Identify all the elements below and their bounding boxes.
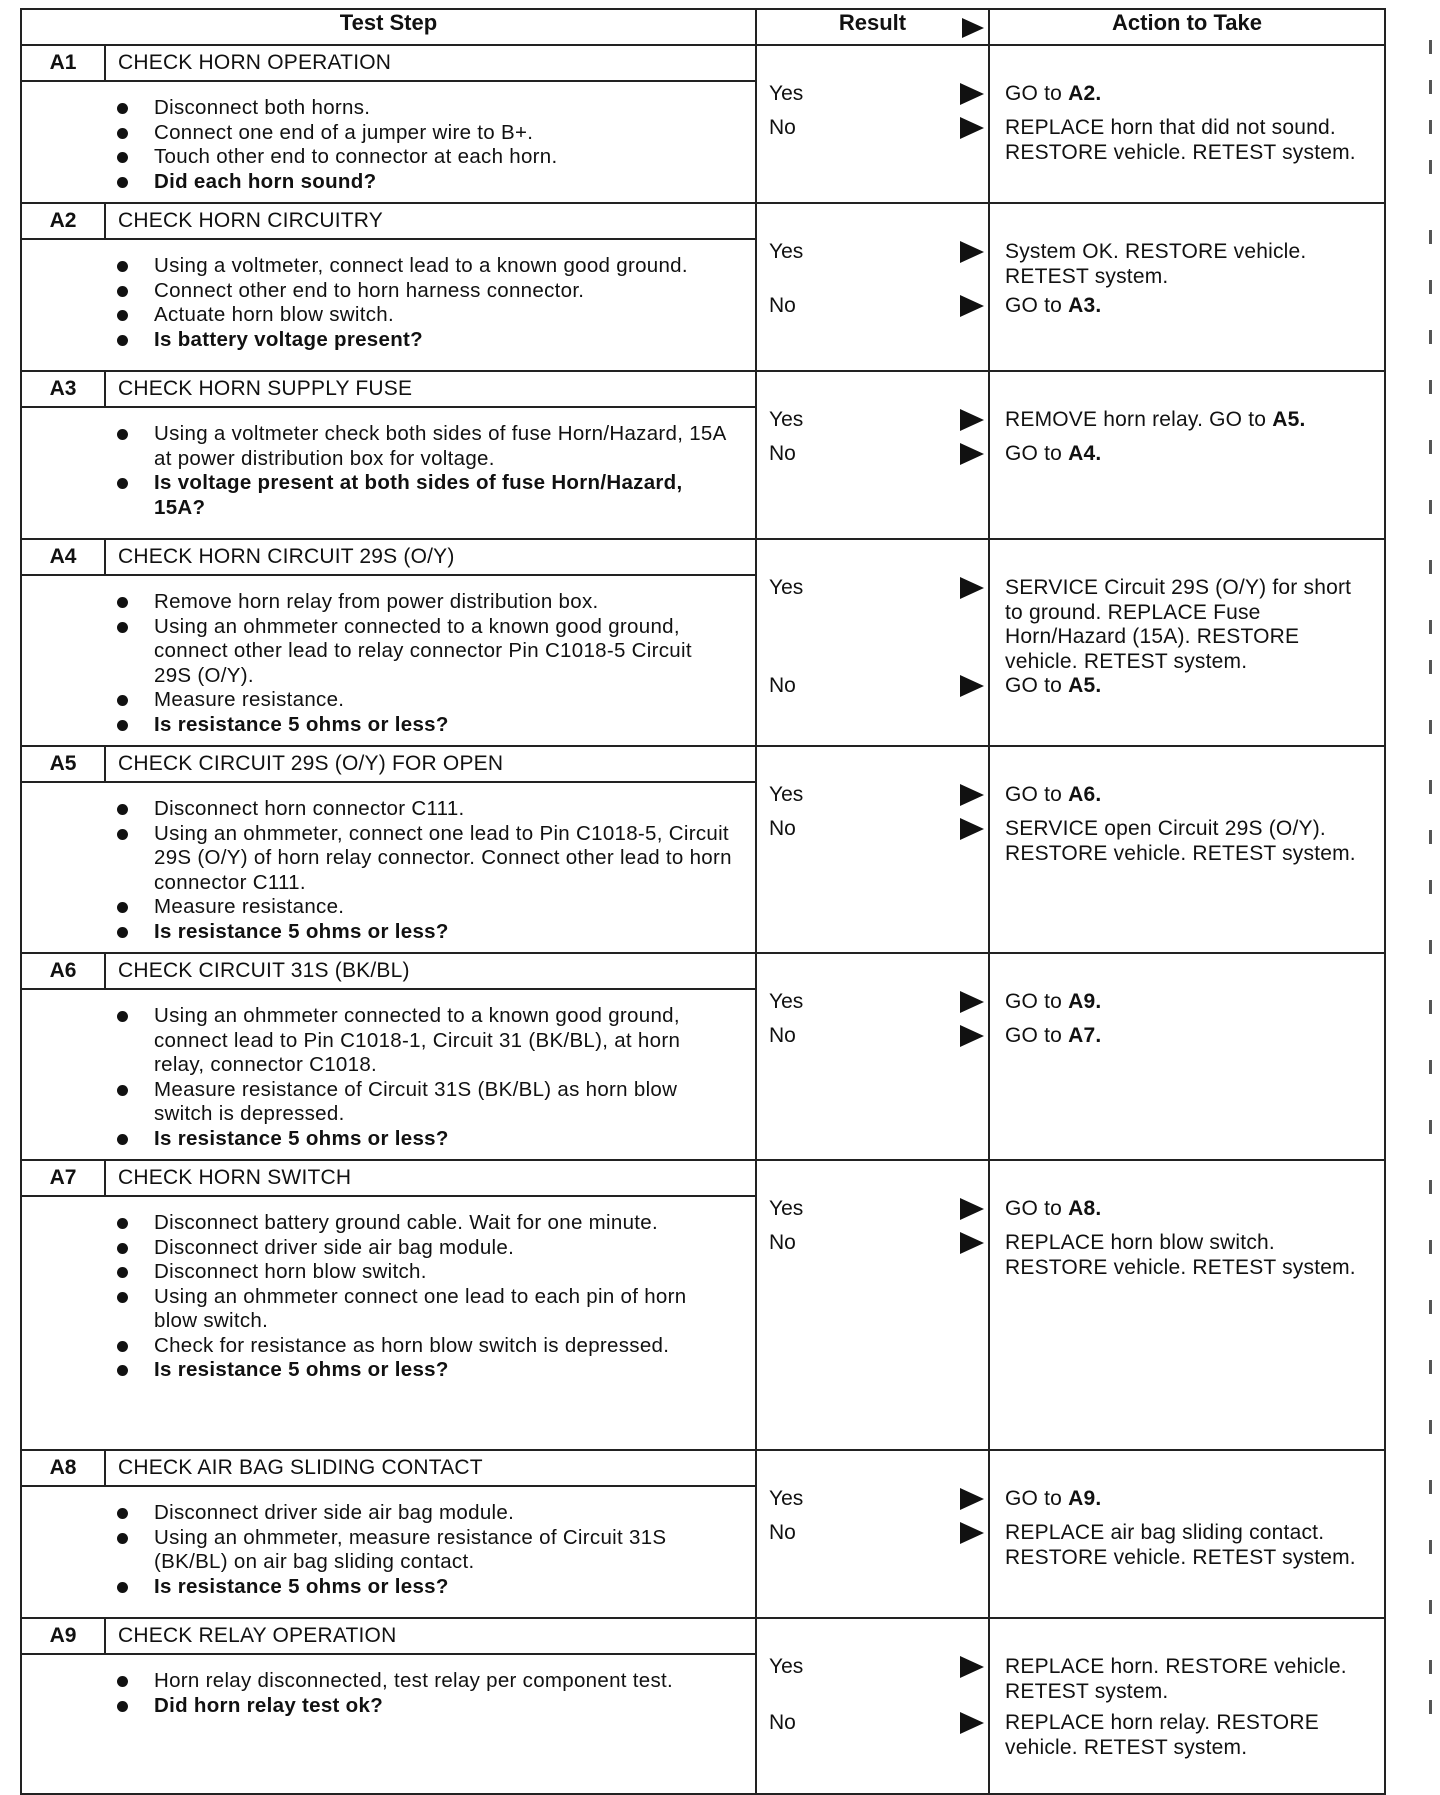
action-cell: [989, 746, 1385, 953]
arrow-right-icon: [960, 295, 984, 317]
list-item: Check for resistance as horn blow switch is depressed.: [22, 1334, 755, 1359]
arrow-right-icon: [960, 241, 984, 263]
list-item: Disconnect driver side air bag module.: [22, 1501, 755, 1526]
step-title: CHECK CIRCUIT 31S (BK/BL): [118, 959, 410, 982]
action-yes: [1005, 783, 1372, 808]
edge-mark: [1429, 1180, 1432, 1194]
step-instructions: [22, 82, 755, 202]
result-yes-label: Yes: [769, 408, 804, 431]
arrow-right-icon: [960, 1522, 984, 1544]
action-no: [1005, 442, 1372, 467]
list-item: Remove horn relay from power distribution box.: [22, 590, 755, 615]
test-step-cell: [21, 203, 756, 371]
edge-mark: [1429, 1120, 1432, 1134]
edge-mark: [1429, 230, 1432, 244]
edge-mark: [1429, 1000, 1432, 1014]
test-step-cell: [21, 1618, 756, 1794]
arrow-right-icon: [960, 675, 984, 697]
list-item: Using a voltmeter, connect lead to a known good ground.: [22, 254, 755, 279]
arrow-right-icon: [960, 818, 984, 840]
header-result-label: Result: [838, 10, 907, 35]
step-question: Is resistance 5 ohms or less?: [22, 1127, 755, 1152]
action-yes: [1005, 82, 1372, 107]
arrow-right-icon: [960, 991, 984, 1013]
list-item: Using an ohmmeter, connect one lead to Pin C1018-5, Circuit 29S (O/Y) of horn relay connector. Connect other lead to horn connector C111.: [22, 822, 755, 896]
edge-mark: [1429, 1700, 1432, 1714]
arrow-right-icon: [960, 1025, 984, 1047]
result-yes-label: Yes: [769, 576, 804, 599]
edge-mark: [1429, 660, 1432, 674]
result-no-label: No: [769, 1711, 796, 1734]
action-no-target-step: A7.: [1068, 1024, 1102, 1047]
table-row: [21, 203, 1385, 371]
edge-mark: [1429, 1540, 1432, 1554]
list-item: Disconnect driver side air bag module.: [22, 1236, 755, 1261]
step-instructions: [22, 783, 755, 952]
action-yes-target-step: A9.: [1068, 1487, 1102, 1510]
list-item: Measure resistance.: [22, 895, 755, 920]
action-no-text: SERVICE open Circuit 29S (O/Y). RESTORE vehicle. RETEST system.: [1005, 817, 1356, 865]
step-id: A6: [22, 954, 106, 988]
step-header: [22, 46, 755, 82]
step-title: CHECK CIRCUIT 29S (O/Y) FOR OPEN: [118, 752, 504, 775]
list-item: Disconnect horn connector C111.: [22, 797, 755, 822]
edge-mark: [1429, 500, 1432, 514]
edge-mark: [1429, 1360, 1432, 1374]
step-instructions: [22, 1197, 755, 1391]
edge-mark: [1429, 380, 1432, 394]
edge-mark: [1429, 1300, 1432, 1314]
action-yes-target-step: A8.: [1068, 1197, 1102, 1220]
action-yes: [1005, 408, 1372, 433]
step-instructions: [22, 990, 755, 1159]
result-cell: [756, 1450, 989, 1618]
step-header: [22, 954, 755, 990]
action-no: [1005, 1521, 1372, 1570]
edge-mark: [1429, 1240, 1432, 1254]
edge-mark: [1429, 280, 1432, 294]
result-cell: [756, 953, 989, 1160]
action-cell: [989, 371, 1385, 539]
action-no: [1005, 1711, 1372, 1760]
step-question: Did each horn sound?: [22, 170, 755, 195]
test-step-cell: [21, 371, 756, 539]
result-cell: [756, 539, 989, 746]
table-header-row: [21, 9, 1385, 45]
pinpoint-test-table: [20, 8, 1386, 1795]
step-question: Is battery voltage present?: [22, 328, 755, 353]
table-row: [21, 45, 1385, 203]
list-item: Actuate horn blow switch.: [22, 303, 755, 328]
test-step-cell: [21, 45, 756, 203]
action-no-text: GO to: [1005, 442, 1063, 465]
action-yes-target-step: A6.: [1068, 783, 1102, 806]
edge-mark: [1429, 1060, 1432, 1074]
action-no: [1005, 1024, 1372, 1049]
edge-mark: [1429, 120, 1432, 134]
arrow-right-icon: [960, 784, 984, 806]
result-cell: [756, 45, 989, 203]
list-item: Disconnect battery ground cable. Wait for one minute.: [22, 1211, 755, 1236]
list-item: Horn relay disconnected, test relay per component test.: [22, 1669, 755, 1694]
action-yes-text: GO to: [1005, 1487, 1063, 1510]
action-cell: [989, 953, 1385, 1160]
result-no-label: No: [769, 294, 796, 317]
edge-mark: [1429, 560, 1432, 574]
action-no-text: REPLACE horn relay. RESTORE vehicle. RETEST system.: [1005, 1711, 1319, 1759]
action-yes-text: GO to: [1005, 82, 1063, 105]
edge-mark: [1429, 830, 1432, 844]
step-question: Is voltage present at both sides of fuse Horn/Hazard, 15A?: [22, 471, 755, 520]
list-item: Measure resistance.: [22, 688, 755, 713]
list-item: Using an ohmmeter connected to a known good ground, connect other lead to relay connector Pin C1018-5 Circuit 29S (O/Y).: [22, 615, 755, 689]
result-cell: [756, 203, 989, 371]
arrow-right-icon: [960, 1488, 984, 1510]
step-question: Is resistance 5 ohms or less?: [22, 1358, 755, 1383]
step-question: Did horn relay test ok?: [22, 1694, 755, 1719]
action-no: [1005, 1231, 1372, 1280]
result-no-label: No: [769, 1521, 796, 1544]
result-yes-label: Yes: [769, 82, 804, 105]
step-header: [22, 1619, 755, 1655]
action-no-text: GO to: [1005, 294, 1063, 317]
action-no-text: GO to: [1005, 1024, 1063, 1047]
step-instructions: [22, 240, 755, 360]
list-item: Using an ohmmeter connected to a known good ground, connect lead to Pin C1018-1, Circuit 31 (BK/BL), at horn relay, connector C1018.: [22, 1004, 755, 1078]
action-yes-target-step: A9.: [1068, 990, 1102, 1013]
test-step-cell: [21, 746, 756, 953]
result-no-label: No: [769, 674, 796, 697]
edge-mark: [1429, 1420, 1432, 1434]
action-yes-target-step: A5.: [1272, 408, 1306, 431]
table-row: [21, 539, 1385, 746]
action-yes-text: GO to: [1005, 1197, 1063, 1220]
action-yes-target-step: A2.: [1068, 82, 1102, 105]
action-yes: [1005, 1197, 1372, 1222]
edge-mark: [1429, 780, 1432, 794]
step-header: [22, 204, 755, 240]
action-yes-text: REPLACE horn. RESTORE vehicle. RETEST system.: [1005, 1655, 1347, 1703]
action-cell: [989, 1618, 1385, 1794]
step-id: A7: [22, 1161, 106, 1195]
arrow-right-icon: [960, 117, 984, 139]
list-item: Using an ohmmeter, measure resistance of Circuit 31S (BK/BL) on air bag sliding contact.: [22, 1526, 755, 1575]
step-header: [22, 747, 755, 783]
edge-mark: [1429, 160, 1432, 174]
step-instructions: [22, 1655, 755, 1726]
edge-mark: [1429, 40, 1432, 54]
step-id: A8: [22, 1451, 106, 1485]
test-step-cell: [21, 1450, 756, 1618]
step-id: A5: [22, 747, 106, 781]
step-question: Is resistance 5 ohms or less?: [22, 920, 755, 945]
arrow-right-icon: [962, 18, 984, 38]
step-title: CHECK HORN CIRCUIT 29S (O/Y): [118, 545, 455, 568]
arrow-right-icon: [960, 1656, 984, 1678]
action-no-text: REPLACE horn blow switch. RESTORE vehicle. RETEST system.: [1005, 1231, 1356, 1279]
step-question: Is resistance 5 ohms or less?: [22, 1575, 755, 1600]
step-instructions: [22, 1487, 755, 1607]
edge-mark: [1429, 880, 1432, 894]
arrow-right-icon: [960, 1198, 984, 1220]
result-cell: [756, 371, 989, 539]
arrow-right-icon: [960, 1232, 984, 1254]
edge-mark: [1429, 440, 1432, 454]
action-no: [1005, 817, 1372, 866]
result-cell: [756, 746, 989, 953]
action-yes: [1005, 1487, 1372, 1512]
header-result: [756, 9, 989, 45]
action-cell: [989, 539, 1385, 746]
step-title: CHECK RELAY OPERATION: [118, 1624, 397, 1647]
step-id: A1: [22, 46, 106, 80]
step-instructions: [22, 408, 755, 528]
action-cell: [989, 1160, 1385, 1450]
result-cell: [756, 1160, 989, 1450]
table-body: [21, 45, 1385, 1794]
result-no-label: No: [769, 442, 796, 465]
edge-mark: [1429, 1480, 1432, 1494]
list-item: Touch other end to connector at each horn.: [22, 145, 755, 170]
list-item: Using an ohmmeter connect one lead to each pin of horn blow switch.: [22, 1285, 755, 1334]
action-no: [1005, 294, 1372, 319]
arrow-right-icon: [960, 1712, 984, 1734]
arrow-right-icon: [960, 409, 984, 431]
edge-mark: [1429, 720, 1432, 734]
action-yes: [1005, 240, 1372, 289]
step-id: A4: [22, 540, 106, 574]
result-yes-label: Yes: [769, 1655, 804, 1678]
step-title: CHECK HORN CIRCUITRY: [118, 209, 383, 232]
action-no-text: GO to: [1005, 674, 1063, 697]
step-id: A9: [22, 1619, 106, 1653]
action-no: [1005, 674, 1372, 699]
result-yes-label: Yes: [769, 240, 804, 263]
action-yes: [1005, 990, 1372, 1015]
edge-mark: [1429, 330, 1432, 344]
arrow-right-icon: [960, 83, 984, 105]
result-yes-label: Yes: [769, 1197, 804, 1220]
list-item: Connect one end of a jumper wire to B+.: [22, 121, 755, 146]
action-yes: [1005, 576, 1372, 674]
step-title: CHECK HORN SWITCH: [118, 1166, 352, 1189]
page-edge-marks: [1400, 0, 1440, 1744]
step-id: A3: [22, 372, 106, 406]
edge-mark: [1429, 620, 1432, 634]
action-cell: [989, 203, 1385, 371]
edge-mark: [1429, 1660, 1432, 1674]
action-cell: [989, 45, 1385, 203]
step-title: CHECK HORN SUPPLY FUSE: [118, 377, 413, 400]
result-yes-label: Yes: [769, 783, 804, 806]
action-no-text: REPLACE air bag sliding contact. RESTORE vehicle. RETEST system.: [1005, 1521, 1356, 1569]
step-title: CHECK HORN OPERATION: [118, 51, 392, 74]
action-yes-text: SERVICE Circuit 29S (O/Y) for short to ground. REPLACE Fuse Horn/Hazard (15A). RESTORE vehicle. RETEST system.: [1005, 576, 1352, 673]
header-test-step: Test Step: [21, 9, 756, 45]
edge-mark: [1429, 80, 1432, 94]
step-header: [22, 540, 755, 576]
action-no-target-step: A3.: [1068, 294, 1102, 317]
table-row: [21, 1450, 1385, 1618]
test-step-cell: [21, 1160, 756, 1450]
table-row: [21, 1160, 1385, 1450]
result-no-label: No: [769, 1024, 796, 1047]
result-no-label: No: [769, 817, 796, 840]
result-no-label: No: [769, 1231, 796, 1254]
action-yes: [1005, 1655, 1372, 1704]
action-no-target-step: A5.: [1068, 674, 1102, 697]
list-item: Connect other end to horn harness connector.: [22, 279, 755, 304]
list-item: Disconnect horn blow switch.: [22, 1260, 755, 1285]
action-yes-text: GO to: [1005, 990, 1063, 1013]
list-item: Measure resistance of Circuit 31S (BK/BL) as horn blow switch is depressed.: [22, 1078, 755, 1127]
action-no-target-step: A4.: [1068, 442, 1102, 465]
table-row: [21, 371, 1385, 539]
step-header: [22, 1451, 755, 1487]
result-cell: [756, 1618, 989, 1794]
result-yes-label: Yes: [769, 1487, 804, 1510]
result-yes-label: Yes: [769, 990, 804, 1013]
edge-mark: [1429, 1600, 1432, 1614]
step-title: CHECK AIR BAG SLIDING CONTACT: [118, 1456, 483, 1479]
result-no-label: No: [769, 116, 796, 139]
list-item: Disconnect both horns.: [22, 96, 755, 121]
step-id: A2: [22, 204, 106, 238]
action-yes-text: REMOVE horn relay. GO to: [1005, 408, 1267, 431]
step-header: [22, 372, 755, 408]
table-row: [21, 953, 1385, 1160]
arrow-right-icon: [960, 443, 984, 465]
action-cell: [989, 1450, 1385, 1618]
test-step-cell: [21, 953, 756, 1160]
step-header: [22, 1161, 755, 1197]
action-yes-text: GO to: [1005, 783, 1063, 806]
test-step-cell: [21, 539, 756, 746]
table-row: [21, 746, 1385, 953]
step-question: Is resistance 5 ohms or less?: [22, 713, 755, 738]
header-action: Action to Take: [989, 9, 1385, 45]
procedure-page: [20, 8, 1384, 1795]
action-yes-text: System OK. RESTORE vehicle. RETEST system.: [1005, 240, 1307, 288]
edge-mark: [1429, 940, 1432, 954]
arrow-right-icon: [960, 577, 984, 599]
action-no-text: REPLACE horn that did not sound. RESTORE vehicle. RETEST system.: [1005, 116, 1356, 164]
action-no: [1005, 116, 1372, 165]
step-instructions: [22, 576, 755, 745]
list-item: Using a voltmeter check both sides of fuse Horn/Hazard, 15A at power distribution box for voltage.: [22, 422, 755, 471]
table-row: [21, 1618, 1385, 1794]
